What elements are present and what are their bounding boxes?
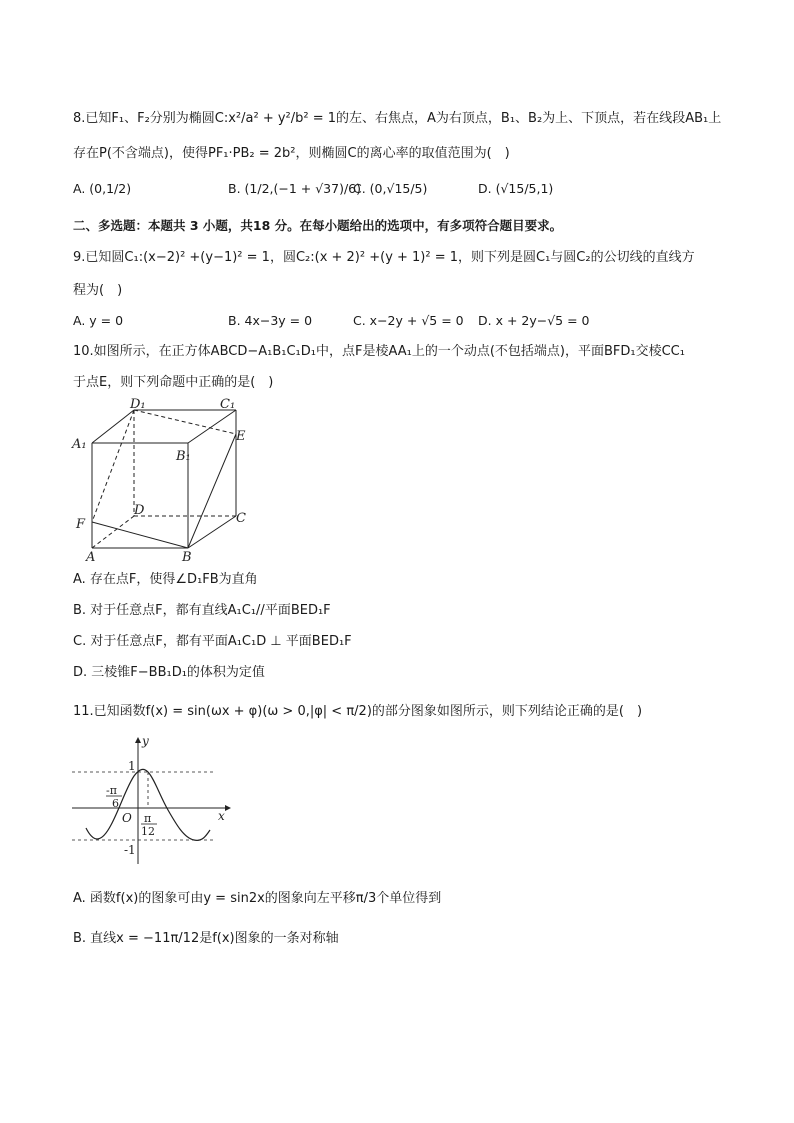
- q9-option-c: C. x−2y + √5 = 0: [353, 313, 464, 328]
- label-origin: O: [122, 811, 132, 825]
- sine-graph-figure: [68, 732, 238, 868]
- label-x: x: [218, 809, 225, 823]
- q8-option-a: A. (0,1/2): [73, 181, 132, 196]
- label-pi: π: [144, 812, 152, 825]
- q10-option-a: A. 存在点F，使得∠D₁FB为直角: [73, 572, 258, 587]
- label-c1: C₁: [220, 398, 236, 412]
- label-twelve: 12: [141, 825, 155, 838]
- label-neg-one: -1: [124, 843, 136, 857]
- q11-option-b: B. 直线x = −11π/12是f(x)图象的一条对称轴: [73, 931, 339, 946]
- label-d1: D₁: [130, 398, 146, 412]
- label-e: E: [236, 429, 246, 444]
- q8-option-b: B. (1/2,(−1 + √37)/6): [228, 181, 362, 196]
- label-one: 1: [128, 759, 136, 773]
- q11-option-a: A. 函数f(x)的图象可由y = sin2x的图象向左平移π/3个单位得到: [73, 891, 442, 906]
- label-a: A: [86, 550, 96, 564]
- q9-option-d: D. x + 2y−√5 = 0: [478, 313, 590, 328]
- label-neg-pi: -π: [106, 784, 117, 797]
- label-a1: A₁: [72, 437, 87, 452]
- cube-figure: [70, 398, 260, 564]
- label-d: D: [134, 503, 145, 518]
- label-b1: B₁: [176, 449, 191, 464]
- hidden-segment-d1-e: [134, 410, 236, 434]
- q8-option-c: C. (0,√15/5): [353, 181, 428, 196]
- q9-options: [73, 312, 733, 334]
- segment-f-b: [92, 522, 188, 548]
- q10-line1: 10.如图所示，在正方体ABCD−A₁B₁C₁D₁中，点F是棱AA₁上的一个动点(不包括端点)，平面BFD₁交棱CC₁: [73, 344, 685, 359]
- q9-option-a: A. y = 0: [73, 313, 124, 328]
- q9-line2: 程为( ): [73, 283, 123, 298]
- q8-line1: 8.已知F₁、F₂分别为椭圆C:x²/a² + y²/b² = 1的左、右焦点，A为右顶点，B₁、B₂为上、下顶点，若在线段AB₁上: [73, 111, 722, 126]
- q10-line2: 于点E，则下列命题中正确的是( ): [73, 375, 274, 390]
- q10-option-c: C. 对于任意点F，都有平面A₁C₁D ⊥ 平面BED₁F: [73, 634, 352, 649]
- q11-line1: 11.已知函数f(x) = sin(ωx + φ)(ω > 0,|φ| < π/2)的部分图象如图所示，则下列结论正确的是( ): [73, 704, 643, 719]
- label-y: y: [142, 734, 149, 748]
- section2-title: 二、多选题：本题共 3 小题，共18 分。在每小题给出的选项中，有多项符合题目要求。: [73, 218, 563, 233]
- label-six: 6: [112, 797, 119, 810]
- q8-line2: 存在P(不含端点)，使得PF₁·PB₂ = 2b²，则椭圆C的离心率的取值范围为( ): [73, 146, 510, 161]
- label-f: F: [76, 517, 86, 532]
- segment-b-e: [188, 434, 236, 548]
- q10-option-b: B. 对于任意点F，都有直线A₁C₁//平面BED₁F: [73, 603, 331, 618]
- q9-option-b: B. 4x−3y = 0: [228, 313, 313, 328]
- label-c: C: [236, 511, 246, 526]
- q8-option-d: D. (√15/5,1): [478, 181, 554, 196]
- edge-b1-c1: [188, 410, 236, 443]
- q9-line1: 9.已知圆C₁:(x−2)² +(y−1)² = 1，圆C₂:(x + 2)² +(y + 1)² = 1，则下列是圆C₁与圆C₂的公切线的直线方: [73, 250, 695, 265]
- label-b: B: [182, 550, 192, 564]
- q8-options: [73, 180, 733, 202]
- q10-option-d: D. 三棱锥F−BB₁D₁的体积为定值: [73, 665, 265, 680]
